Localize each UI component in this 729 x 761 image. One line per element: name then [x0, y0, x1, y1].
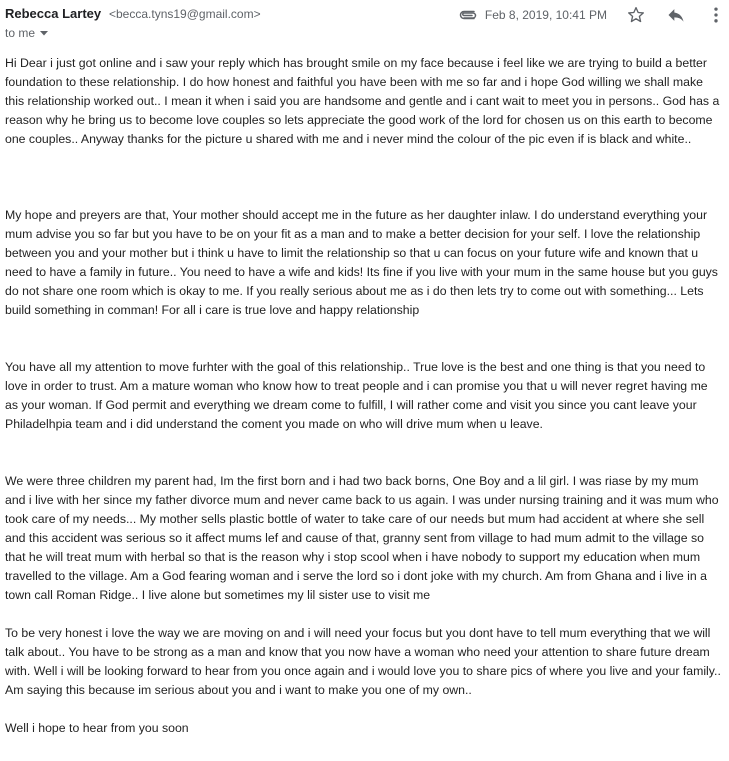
recipient-label: to me	[5, 26, 36, 40]
recipient-details-toggle[interactable]	[5, 26, 49, 40]
paperclip-icon	[459, 8, 479, 22]
body-paragraph: You have all my attention to move furhter with the goal of this relationship.. True love is the best and one thing is that you need to love in order to trust. Am a mature woman who know how to treat people and i can promise you that u will never regret having me as your woman. If God permit and everything we dream come to fulfill, I will rather come and visit you since you cant leave your Philadelhpia team and i did understand the coment you made on who will drive mum when u leave.	[5, 360, 708, 431]
message-meta	[459, 4, 729, 26]
message-date: Feb 8, 2019, 10:41 PM	[484, 8, 607, 22]
sender-name[interactable]: Rebecca Lartey	[5, 6, 102, 21]
body-paragraph: My hope and preyers are that, Your mother should accept me in the future as her daughter inlaw. I do understand everything your mum advise you so far but you have to be on your fit as a man and to make a better decision for your self. I love the relationship between you and your mother but i think u have to limit the relationship so that u can focus on your future wife and known that u need to have a family in future.. You need to have a wife and kids! Its fine if you live with your mum in the same house but you guys do not share one room which is okay to me. If you really serious about me as i do then lets try to come out with something... Lets build something in comman! For all i care is true love and happy relationship	[5, 208, 718, 317]
more-vert-icon	[706, 5, 726, 25]
star-button[interactable]	[625, 4, 647, 26]
message-body	[5, 54, 721, 738]
more-options-button[interactable]	[705, 4, 727, 26]
body-paragraph: We were three children my parent had, Im the first born and i had two back borns, One Boy and a lil girl. I was riase by my mum and i live with her since my father divorce mum and never came back to us again. I was under nursing training and it was mum who took care of my needs... My mother sells plastic bottle of water to take care of our needs but mum had accident at where she sell and this accident was serious so it affect mums lef and cause of that, granny sent from village to had mum admit to the village so that he will treat mum with herbal so that is the reason why i stop scool when i have nobody to support my education when mum travelled to the village. Am a God fearing woman and i serve the lord so i dont joke with my church. Am from Ghana and i live in a town call Roman Ridge.. I live alone but sometimes my lil sister use to visit me	[5, 474, 719, 602]
message-header	[5, 4, 729, 26]
reply-button[interactable]	[665, 4, 687, 26]
chevron-down-icon	[39, 28, 49, 38]
reply-icon	[666, 5, 686, 25]
sender-email[interactable]: <becca.tyns19@gmail.com>	[109, 7, 261, 21]
body-paragraph: Well i hope to hear from you soon	[5, 721, 189, 735]
body-paragraph: To be very honest i love the way we are moving on and i will need your focus but you dont have to tell mum everything that we will talk about.. You have to be strong as a man and know that you now have a woman who need your attention to share future dream with. Well i will be looking forward to hear from you once again and i would love you to share pics of where you live and your family.. Am saying this because im serious about you and i want to make you one of my own..	[5, 626, 721, 697]
body-paragraph: Hi Dear i just got online and i saw your reply which has brought smile on my face because i feel like we are trying to build a better foundation to these relationship. I do how honest and faithful you have been with me so far and i hope God willing we shall make this relationship worked out.. I mean it when i said you are handsome and gentle and i cant wait to meet you in persons.. God has a reason why he bring us to become love couples so lets appreciate the good work of the lord for chosen us on this earth to become one couples.. Anyway thanks for the picture u shared with me and i never mind the colour of the pic even if is black and white..	[5, 56, 720, 146]
star-icon	[626, 5, 646, 25]
